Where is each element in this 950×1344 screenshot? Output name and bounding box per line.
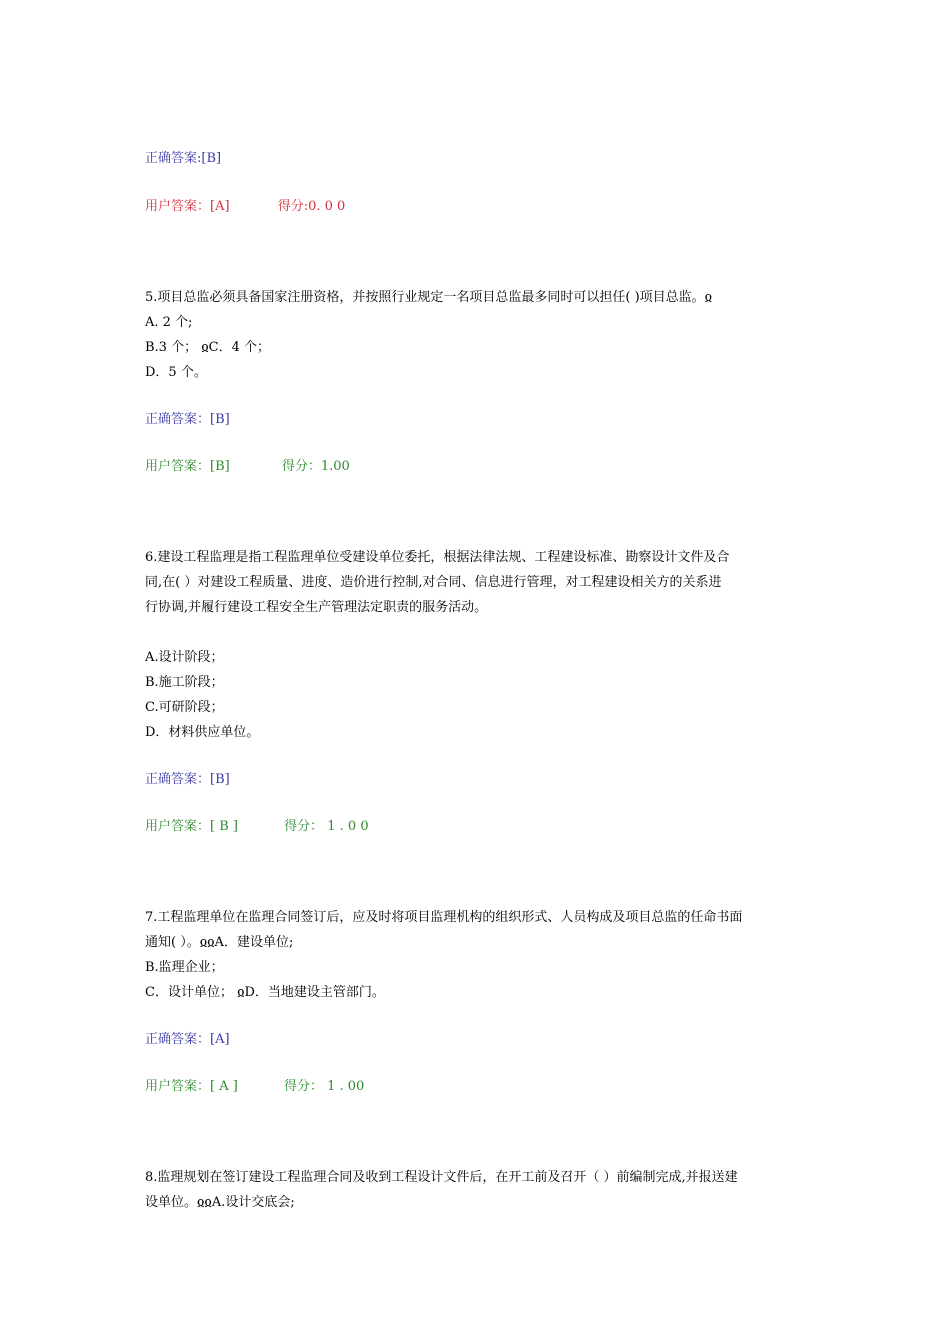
q7-user-answer-line [145,1078,364,1096]
q6-option-a: A.设计阶段； [145,650,224,665]
q7-stem-line-2: 通知( ）。ჲჲA．建设单位; [145,935,294,950]
q6-score: 得分： 1 . 0 0 [284,819,369,834]
q7-correct-answer: 正确答案：[A] [145,1032,230,1047]
q8-stem-line-2: 设单位。ჲჲA.设计交底会; [145,1195,295,1210]
q4-correct-answer: 正确答案:[B] [145,151,222,166]
q5-score: 得分：1.00 [281,459,350,474]
q6-user-answer: 用户答案：[ B ] [145,819,238,834]
q6-option-b: B.施工阶段； [145,675,224,690]
q6-stem-line-1: 6.建设工程监理是指工程监理单位受建设单位委托，根据法律法规、工程建设标准、勘察设计文件及合 [145,550,730,565]
q4-score: 得分:0. 0 0 [277,199,346,214]
q6-stem-line-3: 行协调,并履行建设工程安全生产管理法定职责的服务活动。 [145,600,488,615]
q4-user-answer: 用户答案：[A] [145,199,230,214]
q4-user-answer-line [145,198,345,216]
q7-score: 得分： 1 . 00 [283,1079,365,1094]
q7-option-cd: C．设计单位； ჲD．当地建设主管部门。 [145,985,385,1000]
q5-user-answer-line [145,458,350,476]
q5-user-answer: 用户答案：[B] [145,459,230,474]
q8-stem-line-1: 8.监理规划在签订建设工程监理合同及收到工程设计文件后，在开工前及召开（ ）前编制完成,并报送建 [145,1170,738,1185]
q5-option-d: D．5 个。 [145,365,207,380]
q7-option-b: B.监理企业； [145,960,224,975]
q6-user-answer-line [145,818,369,836]
q7-stem-line-1: 7.工程监理单位在监理合同签订后，应及时将项目监理机构的组织形式、人员构成及项目总监的任命书面 [145,910,743,925]
q5-correct-answer: 正确答案：[B] [145,412,230,427]
q7-user-answer: 用户答案：[ A ] [145,1079,238,1094]
q5-option-bc: B.3 个； ჲC．4 个； [145,340,270,355]
q6-correct-answer: 正确答案：[B] [145,772,230,787]
q5-stem: 5.项目总监必须具备国家注册资格，并按照行业规定一名项目总监最多同时可以担任( )项目总监。ჲ [145,290,713,305]
q5-option-a: A. 2 个; [145,315,193,330]
q6-option-d: D．材料供应单位。 [145,725,260,740]
q6-option-c: C.可研阶段； [145,700,224,715]
q6-stem-line-2: 同,在( ）对建设工程质量、进度、造价进行控制,对合同、信息进行管理，对工程建设相关方的关系进 [145,575,722,590]
